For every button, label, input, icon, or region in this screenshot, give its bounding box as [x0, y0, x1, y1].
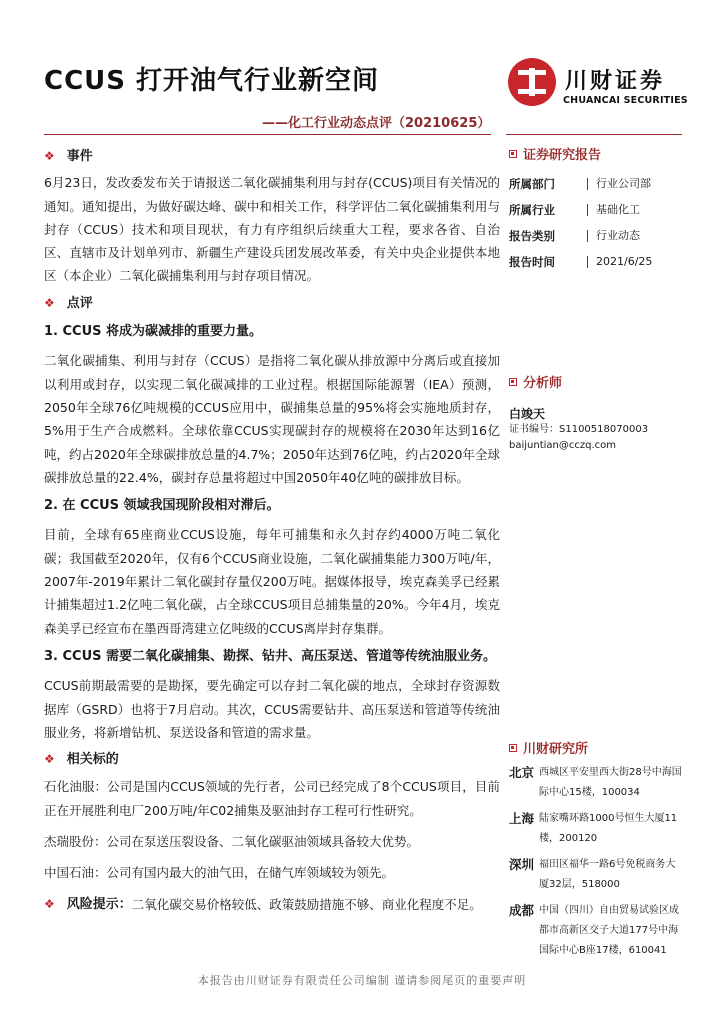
diamond-bullet-icon: ❖ — [44, 295, 55, 310]
point-title: 1. CCUS 将成为碳减排的重要力量。 — [44, 324, 263, 340]
section-heading: 相关标的 — [66, 752, 119, 768]
office-address: 陆家嘴环路1000号恒生大厦11楼，200120 — [539, 813, 678, 844]
institute-panel — [509, 738, 685, 967]
square-bullet-icon — [509, 150, 517, 158]
info-key: 报告类别 — [509, 229, 555, 243]
diamond-bullet-icon: ❖ — [44, 752, 55, 767]
square-bullet-icon — [509, 378, 517, 386]
main-content — [44, 142, 500, 919]
point-paragraph: 目前，全球有65座商业CCUS设施，每年可捕集和永久封存约4000万吨二氧化碳；我国截至2020年，仅有6个CCUS商业设施，二氧化碳捕集能力300万吨/年，2007年-2019年累计二氧化碳封存量仅200万吨。据媒体报导，埃克森美孚已经累计捕集超过1.2亿吨二氧化碳，占全球CCUS项目总捕集量的20%。今年4月，埃克森美孚已经宣布在墨西哥湾建立亿吨级的CCUS离岸封存集群。 — [44, 527, 500, 636]
info-row-industry — [509, 197, 685, 223]
section-event — [44, 145, 500, 168]
institute-heading: 川财研究所 — [509, 738, 685, 757]
section-review — [44, 292, 500, 315]
report-title: CCUS 打开油气行业新空间 — [44, 66, 380, 96]
report-info-heading: 证券研究报告 — [509, 144, 685, 163]
office-address: 福田区福华一路6号免税商务大厦32层，518000 — [539, 859, 676, 890]
analyst-cert: 证书编号：S1100518070003 — [509, 424, 649, 435]
point-title: 3. CCUS 需要二氧化碳捕集、勘探、钻井、高压泵送、管道等传统油服业务。 — [44, 648, 497, 664]
office-shanghai — [509, 809, 685, 849]
office-city: 深圳 — [509, 857, 535, 872]
office-address: 西城区平安里西大街28号中海国际中心15楼，100034 — [539, 767, 682, 798]
page-footer: 本报告由川财证券有限责任公司编制 谨请参阅尾页的重要声明 — [197, 974, 527, 987]
risk-heading: 风险提示： — [66, 896, 132, 912]
analyst-heading: 分析师 — [509, 372, 685, 391]
point-paragraph: CCUS前期最需要的是勘探，要先确定可以存封二氧化碳的地点，全球封存资源数据库（GSRD）也将于7月启动。其次，CCUS需要钻井、高压泵送和管道等传统油服业务，将新增钻机、泵送设备和管道的需求量。 — [44, 678, 500, 740]
info-row-category — [509, 223, 685, 249]
point-paragraph: 二氧化碳捕集、利用与封存（CCUS）是指将二氧化碳从排放源中分离后或直接加以利用或封存，以实现二氧化碳减排的工业过程。根据国际能源署（IEA）预测，2050年全球76亿吨规模的CCUS应用中，碳捕集总量的95%将会实施地质封存，5%用于生产合成燃料。全球依靠CCUS实现碳封存的规模将在2030年达到16亿吨，约占2020年全球碳排放总量的4.7%；2050年达到76亿吨，约占2020年全球碳排放总量的22.4%，碳封存总量将超过中国2050年40亿吨的碳排放目标。 — [44, 353, 500, 485]
section-related-stocks — [44, 748, 500, 771]
header-divider — [44, 134, 491, 135]
point-title: 2. 在 CCUS 领域我国现阶段相对滞后。 — [44, 498, 280, 514]
info-value: 2021/6/25 — [587, 256, 652, 268]
section-heading: 事件 — [66, 149, 93, 164]
office-shenzhen — [509, 855, 685, 895]
info-key: 报告时间 — [509, 255, 555, 269]
analyst-email[interactable]: baijuntian@cczq.com — [509, 440, 617, 451]
stock-item: 石化油服：公司是国内CCUS领域的先行者，公司已经完成了8个CCUS项目，目前正在开展胜利电厂200万吨/年C02捕集及驱油封存工程可行性研究。 — [44, 779, 500, 818]
stock-item: 杰瑞股份：公司在泵送压裂设备、二氧化碳驱油领域具备较大优势。 — [44, 834, 420, 850]
info-key: 所属行业 — [509, 203, 555, 217]
diamond-bullet-icon: ❖ — [44, 896, 55, 911]
sidebar-divider — [506, 134, 682, 135]
analyst-panel — [509, 372, 685, 454]
stock-item: 中国石油：公司有国内最大的油气田，在储气库领域较为领先。 — [44, 865, 395, 881]
risk-text: 二氧化碳交易价格较低、政策鼓励措施不够、商业化程度不足。 — [131, 896, 482, 912]
report-subtitle: ——化工行业动态点评（20210625） — [262, 116, 491, 131]
report-info-panel — [509, 144, 685, 275]
analyst-name: 白竣天 — [509, 407, 546, 421]
diamond-bullet-icon: ❖ — [44, 149, 55, 163]
square-bullet-icon — [509, 744, 517, 752]
info-value: 行业公司部 — [587, 178, 651, 190]
office-chengdu — [509, 901, 685, 961]
company-name-en: CHUANCAI SECURITIES — [563, 95, 688, 106]
company-name-cn: 川财证券 — [565, 69, 666, 94]
section-risk — [44, 893, 500, 916]
office-address: 中国（四川）自由贸易试验区成都市高新区交子大道177号中海国际中心B座17楼，610041 — [539, 905, 679, 956]
company-logo-icon — [508, 58, 556, 106]
info-value: 行业动态 — [587, 230, 640, 242]
info-value: 基础化工 — [587, 204, 640, 216]
office-city: 上海 — [509, 811, 535, 826]
office-city: 北京 — [509, 765, 535, 780]
info-row-date — [509, 249, 685, 275]
office-beijing — [509, 763, 685, 803]
event-paragraph: 6月23日，发改委发布关于请报送二氧化碳捕集利用与封存(CCUS)项目有关情况的通知。通知提出，为做好碳达峰、碳中和相关工作，科学评估二氧化碳捕集利用与封存（CCUS）技术和项目现状，有力有序组织后续重大工程，要求各省、自治区、直辖市及计划单列市、新疆生产建设兵团发展改革委，有关中央企业提供本地区（本企业）二氧化碳捕集利用与封存项目情况。 — [44, 175, 500, 284]
info-key: 所属部门 — [509, 177, 555, 191]
section-heading: 点评 — [66, 295, 93, 311]
office-city: 成都 — [509, 903, 535, 918]
info-row-department — [509, 171, 685, 197]
